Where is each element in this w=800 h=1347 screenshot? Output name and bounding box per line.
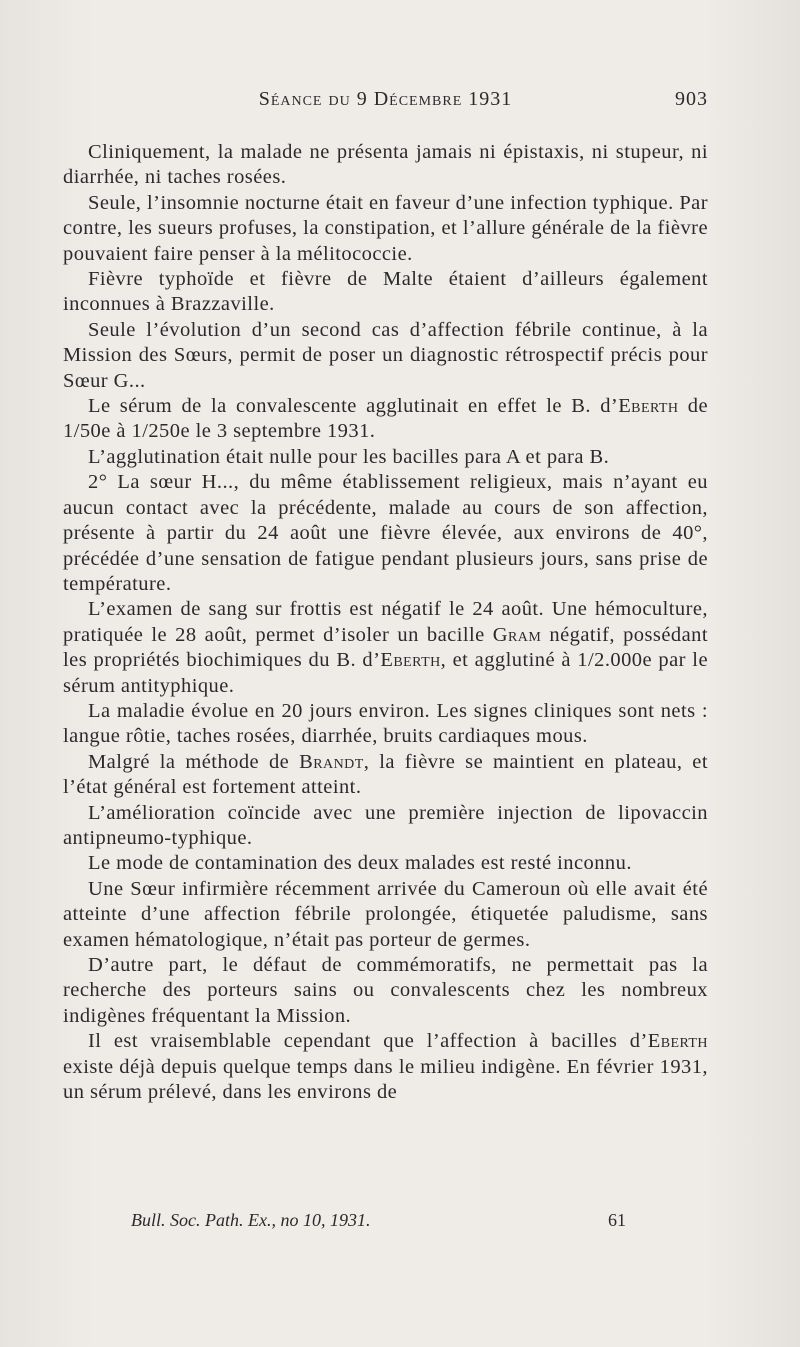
paragraph — [63, 267, 708, 318]
paragraph-text: Fièvre typhoïde et fièvre de Malte étaient d’ailleurs également inconnues à Brazzaville. — [63, 268, 708, 316]
paragraph-text: existe déjà depuis quelque temps dans le milieu indigène. En février 1931, un sérum prélevé, dans les environs de — [63, 1055, 708, 1104]
paragraph-text: L’agglutination était nulle pour les bacilles para A et para B. — [88, 445, 610, 468]
paragraph-text: Malgré la méthode de — [88, 750, 300, 773]
paragraph-text: Seule, l’insomnie nocturne était en faveur d’une infection typhique. Par contre, les sueurs profuses, la constipation, et l’allure générale de la fièvre pouvaient faire penser à la mélitococcie. — [63, 191, 708, 265]
paragraph — [63, 851, 708, 876]
paragraph-text: La maladie évolue en 20 jours environ. Les signes cliniques sont nets : langue rôtie, taches rosées, diarrhée, bruits cardiaques mous. — [63, 699, 708, 748]
paragraph-text: 2° La sœur H..., du même établissement religieux, mais n’ayant eu aucun contact avec la précédente, malade au cours de son affection, présente à partir du 24 août une fièvre élevée, aux environs de 40°, précédée d’une sensation de fatigue pendant plusieurs jours, sans prise de température. — [63, 471, 708, 595]
page-footer — [63, 1210, 708, 1236]
paragraph — [63, 445, 708, 470]
journal-citation: Bull. Soc. Path. Ex., no 10, 1931. — [131, 1210, 371, 1230]
paragraph-text: , et agglutiné à 1/2.000e par le sérum antityphique. — [63, 649, 709, 697]
author-name: Eberth — [647, 1030, 708, 1053]
author-name: Gram — [492, 623, 542, 646]
paragraph-text: de 1/50e à 1/250e le 3 septembre 1931. — [63, 395, 709, 443]
paragraph — [63, 394, 708, 445]
paragraph-text: Seule l’évolution d’un second cas d’affection fébrile continue, à la Mission des Sœurs, permit de poser un diagnostic rétrospectif précis pour Sœur G... — [63, 318, 708, 392]
paragraph — [63, 470, 708, 597]
paragraph — [63, 877, 708, 953]
paragraph — [63, 699, 708, 750]
author-name: Eberth — [618, 395, 679, 418]
paragraph — [63, 801, 708, 852]
paragraph — [63, 318, 708, 394]
paragraph — [63, 1029, 708, 1105]
body-text — [63, 140, 708, 1105]
signature-mark: 61 — [608, 1210, 626, 1230]
paragraph — [63, 597, 708, 699]
paragraph-text: Le mode de contamination des deux malades est resté inconnu. — [88, 852, 632, 875]
author-name: Eberth — [380, 649, 441, 672]
page-header — [63, 88, 708, 114]
paragraph-text: L’examen de sang sur frottis est négatif le 24 août. Une hémoculture, pratiquée le 28 août, permet d’isoler un bacille — [63, 598, 708, 646]
paragraph — [63, 140, 708, 191]
paragraph-text: D’autre part, le défaut de commémoratifs, ne permettait pas la recherche des porteurs sains ou convalescents chez les nombreux indigènes fréquentant la Mission. — [63, 954, 708, 1027]
running-title: Séance du 9 Décembre 1931 — [258, 88, 513, 110]
paragraph-text: négatif, possédant les propriétés biochimiques du B. d’ — [63, 623, 708, 672]
paragraph-text: L’amélioration coïncide avec une première injection de lipovaccin antipneumo-typhique. — [63, 801, 708, 849]
paragraph-text: Il est vraisemblable cependant que l’affection à bacilles d’ — [88, 1030, 648, 1053]
paragraph-text: , la fièvre se maintient en plateau, et l’état général est fortement atteint. — [63, 750, 708, 799]
paragraph-text: Cliniquement, la malade ne présenta jamais ni épistaxis, ni stupeur, ni diarrhée, ni taches rosées. — [63, 141, 708, 189]
paragraph-text: Le sérum de la convalescente agglutinait en effet le B. d’ — [88, 395, 619, 418]
paragraph-text: Une Sœur infirmière récemment arrivée du Cameroun où elle avait été atteinte d’une affection fébrile prolongée, étiquetée paludisme, sans examen hématologique, n’était pas porteur de germes. — [63, 877, 708, 951]
author-name: Brandt — [299, 750, 364, 773]
paragraph — [63, 191, 708, 267]
paragraph — [63, 953, 708, 1029]
page-number: 903 — [675, 88, 708, 110]
paragraph — [63, 750, 708, 801]
